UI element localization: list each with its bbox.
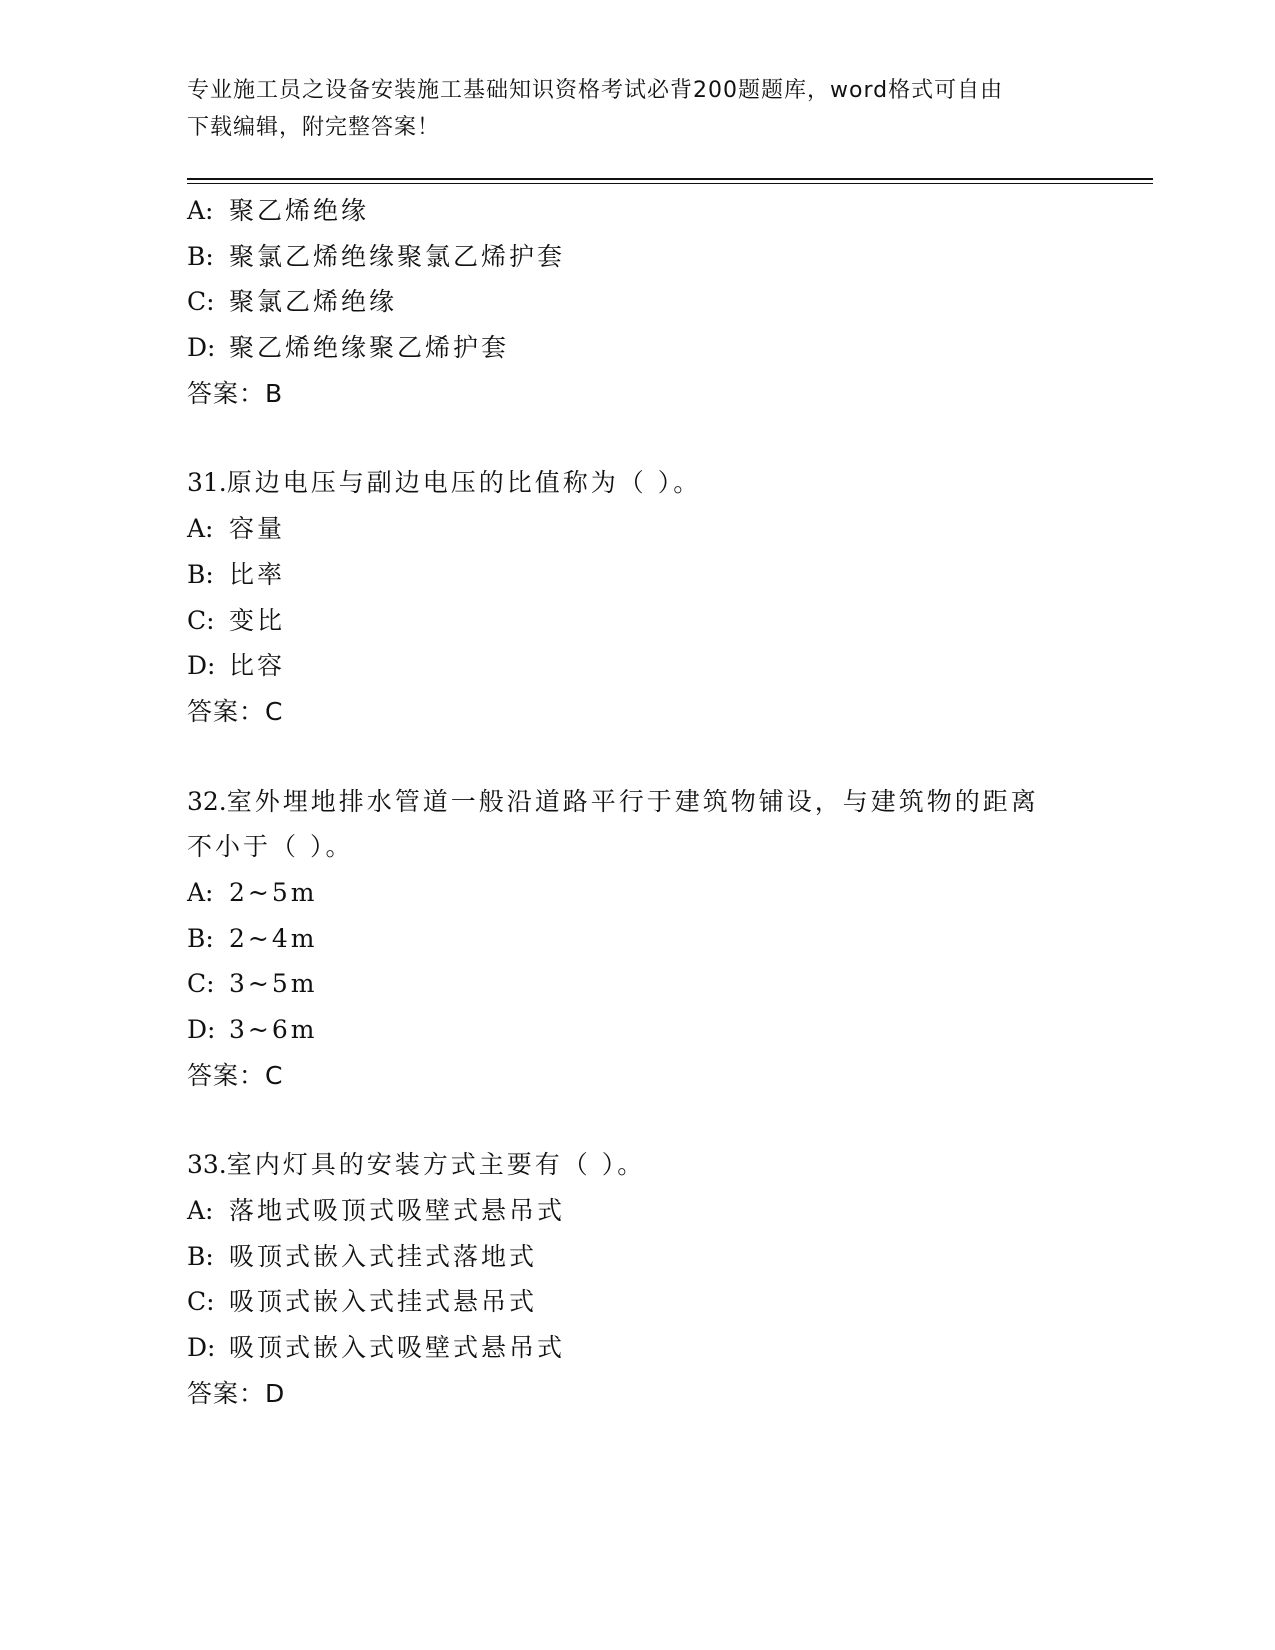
- option-text: 聚乙烯绝缘: [229, 196, 370, 225]
- question-block-continued: [187, 188, 1087, 416]
- option-c: [187, 1279, 1087, 1325]
- option-c: [187, 279, 1087, 325]
- option-text: 吸顶式嵌入式挂式落地式: [229, 1241, 538, 1271]
- question-block-33: [187, 1142, 1087, 1416]
- option-letter: D:: [187, 333, 216, 363]
- question-text: 室内灯具的安装方式主要有（ ）。: [226, 1150, 646, 1180]
- option-text: 3~6m: [229, 1015, 318, 1044]
- header-divider-thin: [187, 183, 1153, 184]
- option-text: 落地式吸顶式吸壁式悬吊式: [229, 1196, 566, 1226]
- answer-line: 答案：C: [187, 696, 284, 726]
- header-line-2: 下载编辑，附完整答案！: [187, 115, 441, 140]
- option-text: 吸顶式嵌入式挂式悬吊式: [229, 1287, 538, 1317]
- question-stem: [187, 1142, 1087, 1188]
- option-a: [187, 1188, 1087, 1234]
- question-stem-continued: 不小于（ ）。: [187, 832, 354, 862]
- option-b: [187, 234, 1087, 280]
- option-b: [187, 552, 1087, 598]
- answer-line: 答案：B: [187, 378, 284, 408]
- option-a: [187, 188, 1087, 234]
- option-letter: C:: [187, 287, 215, 317]
- question-text: 原边电压与副边电压的比值称为（ ）。: [226, 468, 702, 498]
- option-letter: A:: [187, 196, 214, 225]
- option-text: 吸顶式嵌入式吸壁式悬吊式: [229, 1333, 566, 1363]
- option-text: 2~5m: [229, 877, 318, 907]
- option-letter: A:: [187, 877, 214, 907]
- question-number: 31.: [187, 468, 227, 498]
- option-d: [187, 1325, 1087, 1371]
- option-letter: D:: [187, 1333, 216, 1363]
- option-text: 聚乙烯绝缘聚乙烯护套: [229, 333, 510, 363]
- header-line-1: 专业施工员之设备安装施工基础知识资格考试必背200题题库，word格式可自由: [187, 78, 1004, 103]
- option-text: 容量: [229, 514, 286, 544]
- option-text: 3~5m: [229, 969, 318, 999]
- option-c: [187, 598, 1087, 644]
- option-letter: B:: [187, 1241, 214, 1271]
- option-b: [187, 1234, 1087, 1280]
- header-divider-thick: [187, 178, 1153, 180]
- answer-line: 答案：C: [187, 1060, 284, 1090]
- document-header: [187, 72, 1067, 146]
- option-d: [187, 1007, 1087, 1053]
- question-stem: [187, 460, 1087, 506]
- option-text: 比率: [229, 559, 286, 589]
- option-letter: C:: [187, 969, 215, 999]
- question-number: 33.: [187, 1150, 227, 1180]
- option-a: [187, 870, 1087, 916]
- option-text: 2~4m: [229, 923, 318, 953]
- option-text: 变比: [229, 605, 286, 635]
- option-letter: C:: [187, 605, 215, 635]
- option-letter: C:: [187, 1287, 215, 1317]
- question-list: [187, 188, 1087, 1417]
- option-letter: B:: [187, 559, 214, 589]
- option-letter: A:: [187, 1196, 214, 1226]
- option-text: 聚氯乙烯绝缘: [229, 287, 398, 317]
- option-text: 聚氯乙烯绝缘聚氯乙烯护套: [229, 241, 566, 271]
- answer-line: 答案：D: [187, 1378, 286, 1408]
- question-block-32: [187, 779, 1087, 1099]
- question-block-31: [187, 460, 1087, 734]
- option-letter: D:: [187, 651, 216, 681]
- option-c: [187, 961, 1087, 1007]
- option-letter: B:: [187, 923, 214, 953]
- option-a: [187, 506, 1087, 552]
- option-d: [187, 325, 1087, 371]
- question-stem: [187, 779, 1087, 825]
- option-b: [187, 916, 1087, 962]
- option-d: [187, 643, 1087, 689]
- option-letter: D:: [187, 1015, 216, 1044]
- question-number: 32.: [187, 786, 227, 816]
- option-letter: A:: [187, 514, 214, 544]
- question-text: 室外埋地排水管道一般沿道路平行于建筑物铺设，与建筑物的距离: [226, 786, 1039, 816]
- option-letter: B:: [187, 241, 214, 271]
- option-text: 比容: [229, 651, 286, 681]
